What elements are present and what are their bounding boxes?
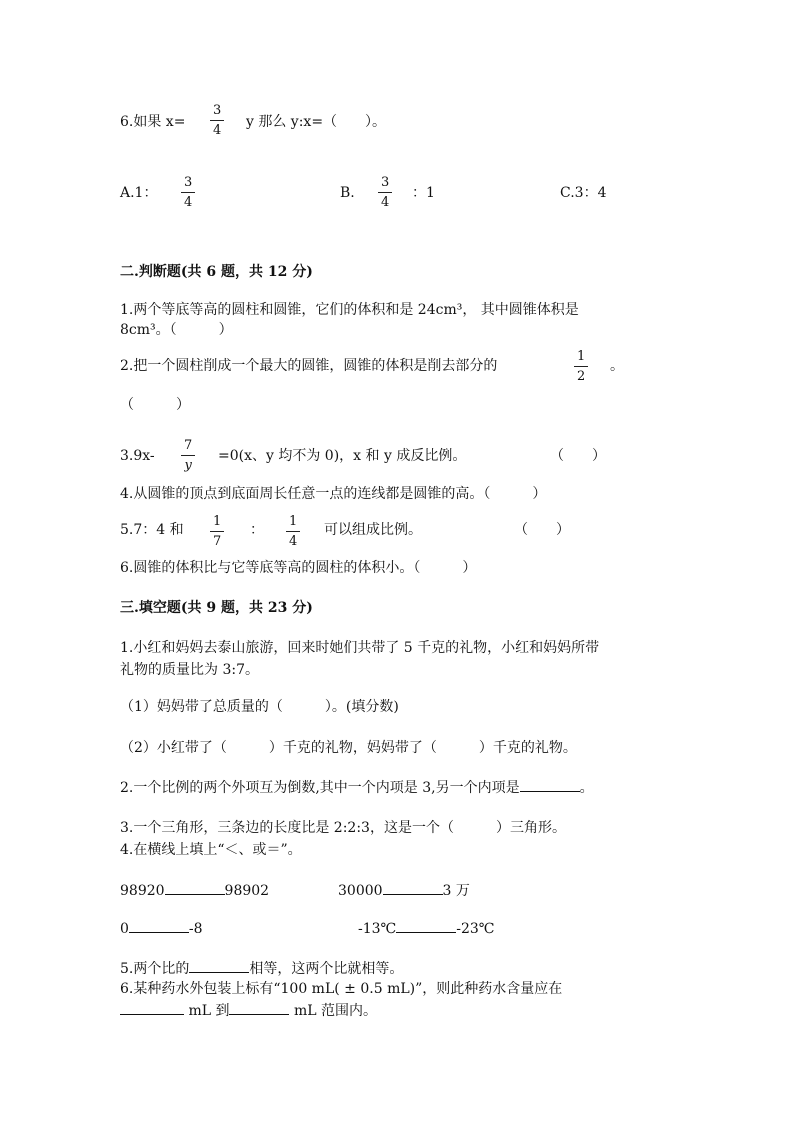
fraction-bar bbox=[574, 366, 588, 367]
answer-blank[interactable] bbox=[383, 880, 443, 895]
fraction-numerator: 1 bbox=[289, 514, 298, 529]
answer-blank[interactable] bbox=[165, 880, 225, 895]
fraction-denominator: 7 bbox=[213, 534, 222, 549]
s3-q1-sub2: （2）小红带了（ ）千克的礼物，妈妈带了（ ）千克的礼物。 bbox=[120, 740, 577, 756]
mc-q6-suffix: y 那么 y:x=（ ）。 bbox=[246, 114, 387, 130]
s3-q4: 4.在横线上填上“＜、或＝”。 bbox=[120, 842, 302, 858]
s3-q2-end: 。 bbox=[579, 780, 594, 796]
fraction-numerator: 1 bbox=[213, 514, 222, 529]
fraction-denominator: 4 bbox=[213, 123, 222, 138]
s3-q5-suffix: 相等，这两个比就相等。 bbox=[249, 961, 404, 977]
s3-q4-row2-b bbox=[358, 918, 494, 939]
s3-q1-line1: 1.小红和妈妈去泰山旅游，回来时她们共带了 5 千克的礼物，小红和妈妈所带 bbox=[120, 640, 600, 656]
mc-q6-prefix: 6.如果 x= bbox=[120, 114, 186, 130]
s2-q3-suffix: =0(x、y 均不为 0)，x 和 y 成反比例。 bbox=[218, 448, 467, 464]
option-b-fraction bbox=[378, 175, 392, 210]
fraction-bar bbox=[378, 192, 392, 193]
s3-q6-mid1: mL 到 bbox=[188, 1003, 230, 1019]
s2-q6: 6.圆锥的体积比与它等底等高的圆柱的体积小。（ ） bbox=[120, 560, 477, 576]
fraction-numerator: 3 bbox=[213, 103, 222, 118]
s2-q5-suffix: 可以组成比例。 bbox=[324, 522, 422, 538]
fraction-denominator: y bbox=[184, 458, 192, 473]
option-b-suffix: ：1 bbox=[412, 185, 435, 201]
compare-right: 98902 bbox=[224, 883, 270, 899]
s3-q4-row1-b bbox=[338, 880, 470, 901]
fraction-numerator: 7 bbox=[184, 438, 193, 453]
fraction-denominator: 2 bbox=[577, 369, 586, 384]
s2-q2-fraction bbox=[574, 349, 588, 384]
s2-q1-line1: 1.两个等底等高的圆柱和圆锥，它们的体积和是 24cm³， 其中圆锥体积是 bbox=[120, 302, 579, 318]
answer-blank[interactable] bbox=[189, 958, 249, 973]
answer-blank[interactable] bbox=[396, 918, 456, 933]
fraction-numerator: 1 bbox=[577, 349, 586, 364]
answer-blank[interactable] bbox=[120, 1000, 184, 1015]
option-a-fraction bbox=[181, 175, 195, 210]
section-2-title: 二.判断题(共 6 题，共 12 分) bbox=[120, 264, 313, 280]
s2-q1-line2: 8cm³。（ ） bbox=[120, 322, 233, 338]
s3-q5 bbox=[120, 958, 403, 979]
s2-q2-end: 。 bbox=[610, 358, 624, 374]
s2-q5-colon: ： bbox=[250, 522, 264, 538]
s3-q2-text: 2.一个比例的两个外项互为倒数,其中一个内项是 3,另一个内项是 bbox=[120, 780, 520, 796]
compare-right: -8 bbox=[188, 921, 203, 937]
s3-q6-mid2: mL 范围内。 bbox=[293, 1003, 377, 1019]
mc-q6-fraction bbox=[210, 103, 224, 138]
fraction-numerator: 3 bbox=[184, 175, 193, 190]
s3-q1-sub1: （1）妈妈带了总质量的（ ）。(填分数) bbox=[120, 699, 399, 715]
s3-q1-line2: 礼物的质量比为 3:7。 bbox=[120, 662, 259, 678]
section-3-title: 三.填空题(共 9 题，共 23 分) bbox=[120, 600, 313, 616]
fraction-bar bbox=[210, 120, 224, 121]
fraction-bar bbox=[210, 531, 224, 532]
compare-right: -23℃ bbox=[456, 921, 495, 937]
fraction-denominator: 4 bbox=[184, 195, 193, 210]
fraction-numerator: 3 bbox=[381, 175, 390, 190]
compare-left: 0 bbox=[120, 921, 129, 937]
fraction-denominator: 4 bbox=[381, 195, 390, 210]
fraction-denominator: 4 bbox=[289, 534, 298, 549]
s2-q2-paren: （ ） bbox=[120, 397, 190, 413]
answer-blank[interactable] bbox=[520, 777, 580, 792]
s2-q3-fraction bbox=[181, 438, 195, 473]
s2-q4: 4.从圆锥的顶点到底面周长任意一点的连线都是圆锥的高。（ ） bbox=[120, 486, 547, 502]
compare-left: 98920 bbox=[120, 883, 165, 899]
s2-q5-fraction-2 bbox=[286, 514, 300, 549]
compare-left: -13℃ bbox=[358, 921, 397, 937]
s3-q6-line1: 6.某种药水外包装上标有“100 mL( ± 0.5 mL)”，则此种药水含量应在 bbox=[120, 981, 563, 997]
compare-left: 30000 bbox=[338, 883, 383, 899]
s3-q4-row2-a bbox=[120, 918, 203, 939]
option-a-label: A.1： bbox=[120, 185, 158, 201]
s2-q3-paren: （ ） bbox=[550, 448, 606, 464]
s3-q4-row1-a bbox=[120, 880, 269, 901]
s3-q2 bbox=[120, 777, 594, 798]
compare-right: 3 万 bbox=[442, 883, 470, 899]
s3-q5-prefix: 5.两个比的 bbox=[120, 961, 190, 977]
answer-blank[interactable] bbox=[229, 1000, 289, 1015]
s2-q5-prefix: 5.7：4 和 bbox=[120, 522, 184, 538]
s2-q2-text: 2.把一个圆柱削成一个最大的圆锥，圆锥的体积是削去部分的 bbox=[120, 358, 498, 374]
s3-q3: 3.一个三角形，三条边的长度比是 2:2:3，这是一个（ ）三角形。 bbox=[120, 820, 566, 836]
s2-q5-paren: （ ） bbox=[514, 522, 570, 538]
fraction-bar bbox=[181, 455, 195, 456]
answer-blank[interactable] bbox=[129, 918, 189, 933]
fraction-bar bbox=[286, 531, 300, 532]
option-b-label: B. bbox=[340, 185, 355, 201]
fraction-bar bbox=[181, 192, 195, 193]
s2-q5-fraction-1 bbox=[210, 514, 224, 549]
option-c-label: C.3：4 bbox=[560, 185, 607, 201]
s3-q6-line2 bbox=[120, 1000, 377, 1021]
s2-q3-prefix: 3.9x- bbox=[120, 448, 155, 464]
